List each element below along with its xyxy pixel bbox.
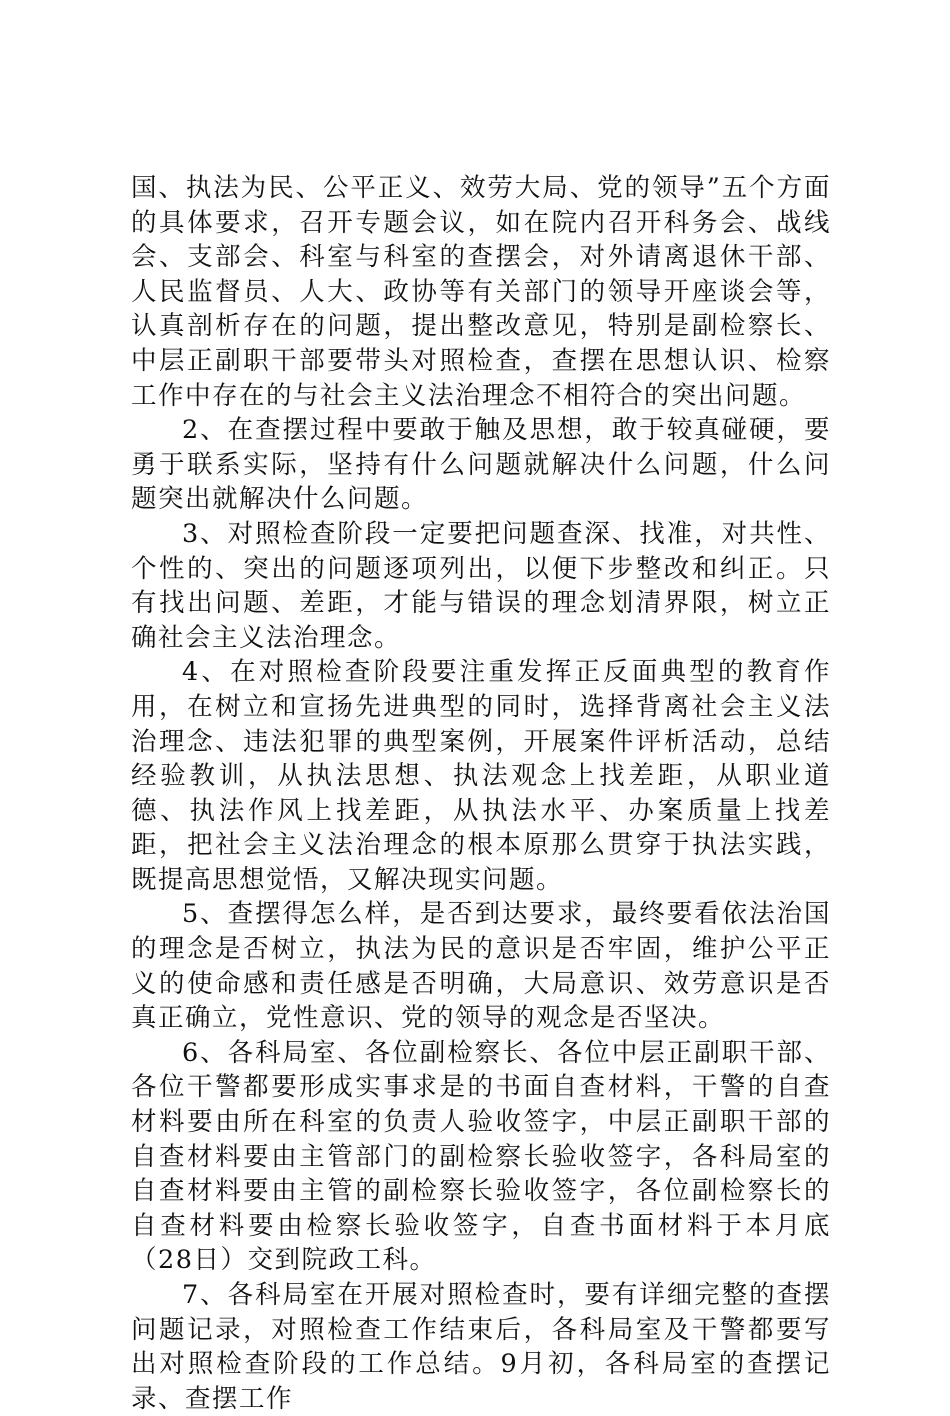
paragraph-item-2: 2、在查摆过程中要敢于触及思想，敢于较真碰硬，要勇于联系实际，坚持有什么问题就解决什么问题，什么问题突出就解决什么问题。 bbox=[131, 415, 831, 515]
paragraph-item-6: 6、各科局室、各位副检察长、各位中层正副职干部、各位干警都要形成实事求是的书面自查材料，干警的自查材料要由所在科室的负责人验收签字，中层正副职干部的自查材料要由主管部门的副检察长验收签字，各科局室的自查材料要由主管的副检察长验收签字，各位副检察长的自查材料要由检察长验收签字，自查书面材料于本月底（28日）交到院政工科。 bbox=[131, 1037, 831, 1276]
paragraph-item-3: 3、对照检查阶段一定要把问题查深、找准，对共性、个性的、突出的问题逐项列出，以便下步整改和纠正。只有找出问题、差距，才能与错误的理念划清界限，树立正确社会主义法治理念。 bbox=[131, 518, 831, 653]
document-body bbox=[131, 171, 831, 1416]
paragraph-item-4: 4、在对照检查阶段要注重发挥正反面典型的教育作用，在树立和宣扬先进典型的同时，选择背离社会主义法治理念、违法犯罪的典型案例，开展案件评析活动，总结经验教训，从执法思想、执法观念上找差距，从职业道德、执法作风上找差距，从执法水平、办案质量上找差距，把社会主义法治理念的根本原那么贯穿于执法实践，既提高思想觉悟，又解决现实问题。 bbox=[131, 657, 831, 895]
paragraph-continuation: 国、执法为民、公平正义、效劳大局、党的领导”五个方面的具体要求，召开专题会议，如在院内召开科务会、战线会、支部会、科室与科室的查摆会，对外请离退休干部、人民监督员、人大、政协等有关部门的领导开座谈会等，认真剖析存在的问题，提出整改意见，特别是副检察长、中层正副职干部要带头对照检查，查摆在思想认识、检察工作中存在的与社会主义法治理念不相符合的突出问题。 bbox=[131, 173, 831, 411]
paragraph-item-5: 5、查摆得怎么样，是否到达要求，最终要看依法治国的理念是否树立，执法为民的意识是否牢固，维护公平正义的使命感和责任感是否明确，大局意识、效劳意识是否真正确立，党性意识、党的领导的观念是否坚决。 bbox=[131, 899, 831, 1034]
paragraph-item-7: 7、各科局室在开展对照检查时，要有详细完整的查摆问题记录，对照检查工作结束后，各科局室及干警都要写出对照检查阶段的工作总结。9月初，各科局室的查摆记录、查摆工作 bbox=[131, 1280, 831, 1414]
